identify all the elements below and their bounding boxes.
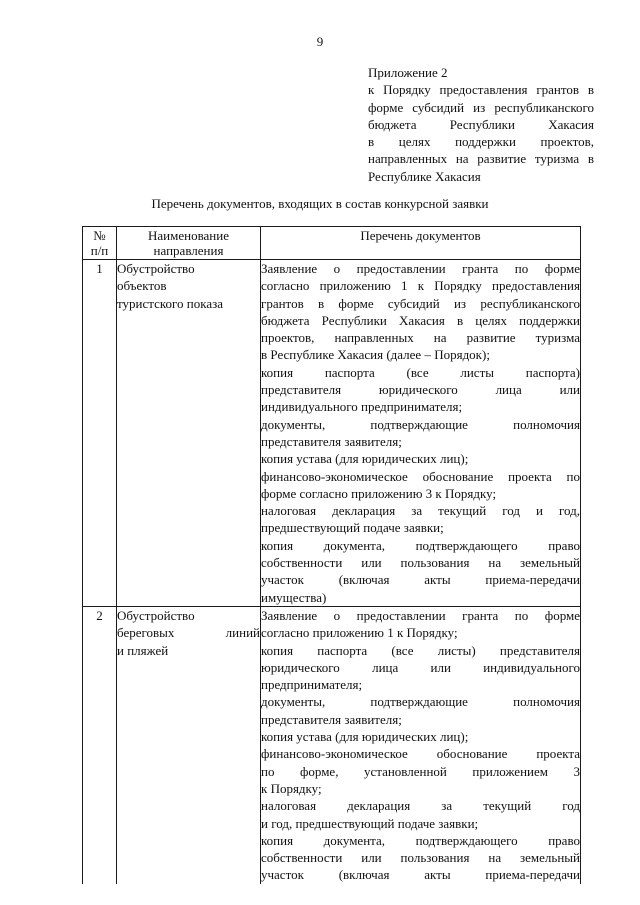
table-row: [83, 606, 581, 883]
document-line: грантов в форме субсидий из республиканского: [261, 295, 580, 311]
document-line: индивидуального предпринимателя;: [261, 399, 463, 415]
document-line: представителя заявителя;: [261, 433, 402, 449]
table-row: [83, 260, 581, 607]
document-list-title: Перечень документов, входящих в состав конкурсной заявки: [151, 196, 489, 211]
direction-cell: [117, 606, 261, 883]
direction-line: объектов: [117, 278, 167, 294]
documents-cell: [261, 260, 581, 607]
header-number-line: п/п: [90, 242, 109, 258]
header-documents: Перечень документов: [261, 227, 581, 260]
document-line: копия документа, подтверждающего право: [261, 832, 580, 848]
direction-line: Обустройство: [117, 261, 195, 276]
document-line: документы, подтверждающие полномочия: [261, 416, 580, 432]
document-line: участок (включая акты приема-передачи: [261, 867, 580, 883]
header-number: [83, 227, 117, 260]
appendix-header: [368, 64, 594, 185]
document-line: проектов, направленных на развитие туризма: [261, 330, 580, 346]
document-line: собственности или пользования на земельный: [261, 850, 580, 866]
document-line: имущества): [261, 589, 327, 605]
direction-line: туристского показа: [117, 295, 224, 311]
direction-line: и пляжей: [117, 642, 169, 658]
table-header-row: [83, 227, 581, 260]
document-line: по форме, установленной приложением 3: [261, 763, 580, 779]
header-number-line: №: [93, 228, 106, 243]
document-line: копия документа, подтверждающего право: [261, 537, 580, 553]
document-line: участок (включая акты приема-передачи: [261, 572, 580, 588]
appendix-line: форме субсидий из республиканского: [368, 99, 594, 115]
document-line: предшествующий подаче заявки;: [261, 520, 444, 536]
document-line: копия устава (для юридических лиц);: [261, 729, 469, 745]
document-line: финансово-экономическое обоснование проекта по: [261, 468, 580, 484]
document-line: в Республике Хакасия (далее – Порядок);: [261, 347, 490, 363]
header-direction-line: направления: [153, 242, 224, 258]
document-line: копия паспорта (все листы) представителя: [261, 642, 580, 658]
document-line: форме согласно приложению 3 к Порядку;: [261, 485, 497, 501]
header-direction-line: Наименование: [148, 228, 229, 243]
document-line: собственности или пользования на земельный: [261, 555, 580, 571]
appendix-title: Приложение 2: [368, 65, 448, 80]
page-number: 9: [316, 34, 324, 49]
document-line: налоговая декларация за текущий год и год,: [261, 503, 580, 519]
direction-line: Обустройство: [117, 607, 195, 623]
header-direction: [117, 227, 261, 260]
row-number: 1: [83, 260, 117, 607]
document-line: Заявление о предоставлении гранта по форме: [261, 261, 580, 276]
document-line: представителя заявителя;: [261, 711, 402, 727]
document-line: представителя юридического лица или: [261, 382, 580, 398]
document-line: копия паспорта (все листы паспорта): [261, 364, 580, 380]
document-line: юридического лица или индивидуального: [261, 659, 580, 675]
document-line: финансово-экономическое обоснование проекта: [261, 746, 580, 762]
document-line: и год, предшествующий подаче заявки;: [261, 815, 479, 831]
appendix-line: направленных на развитие туризма в: [368, 151, 594, 167]
document-line: согласно приложению 1 к Порядку предоставления: [261, 278, 580, 294]
document-line: к Порядку;: [261, 780, 322, 796]
document-line: налоговая декларация за текущий год: [261, 798, 580, 814]
document-line: согласно приложению 1 к Порядку;: [261, 625, 458, 641]
document-line: копия устава (для юридических лиц);: [261, 451, 469, 467]
row-number: 2: [83, 606, 117, 883]
appendix-line: к Порядку предоставления грантов в: [368, 82, 594, 98]
appendix-line: Республике Хакасия: [368, 168, 481, 184]
document-line: Заявление о предоставлении гранта по форме: [261, 607, 580, 623]
document-line: предпринимателя;: [261, 677, 363, 693]
documents-table: [82, 226, 581, 884]
direction-line: береговых линий: [117, 625, 260, 641]
document-line: бюджета Республики Хакасия в целях поддержки: [261, 312, 580, 328]
appendix-line: бюджета Республики Хакасия: [368, 116, 594, 132]
direction-cell: [117, 260, 261, 607]
appendix-line: в целях поддержки проектов,: [368, 134, 594, 150]
documents-cell: [261, 606, 581, 883]
document-line: документы, подтверждающие полномочия: [261, 694, 580, 710]
